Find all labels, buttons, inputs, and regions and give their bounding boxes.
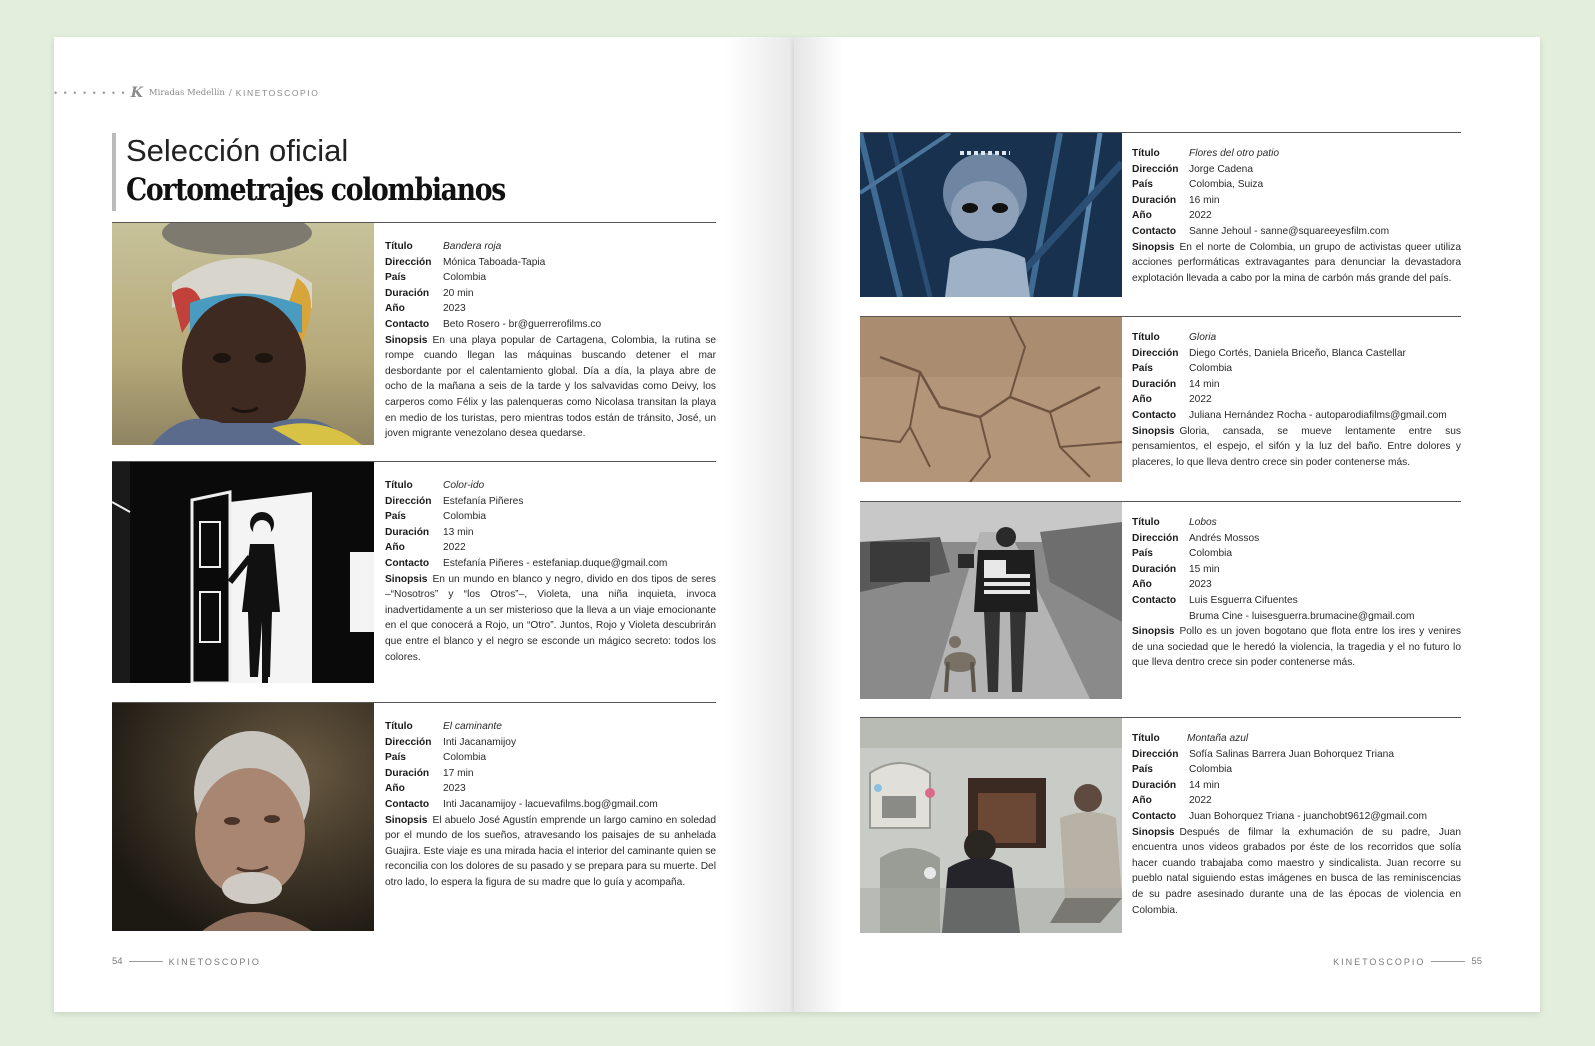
label-director: Dirección: [385, 256, 432, 268]
dotted-rule: • • • • • • • •: [54, 88, 127, 98]
film-still-montana-azul: [860, 718, 1122, 933]
label-contact: Contacto: [1132, 594, 1177, 606]
film-director: Mónica Taboada-Tapia: [443, 256, 546, 268]
film-duration: 17 min: [443, 767, 474, 779]
film-synopsis: El abuelo José Agustín emprende un largo camino en soledad por el mundo de los sueños, atravesando los paisajes de su anhelada Guajira. Este viaje es una mirada hacia el interior del caminante quien se reconcilia con los dolores de su pasado y se prepara para su muerte. Del otro lado, lo espera la figura de su madre que lo guía y acompaña.: [385, 814, 716, 888]
kinetoscopio-logo-icon: K: [130, 85, 143, 101]
label-country: País: [1132, 179, 1153, 191]
label-contact: Contacto: [385, 318, 430, 330]
footer-magazine: KINETOSCOPIO: [168, 956, 261, 967]
label-director: Dirección: [1132, 163, 1179, 175]
section-title: Selección oficial: [126, 133, 349, 168]
label-duration: Duración: [385, 287, 430, 299]
film-entry: [860, 501, 1461, 699]
section-subtitle: Cortometrajes colombianos: [126, 172, 505, 208]
film-still-gloria: [860, 317, 1122, 482]
film-country: Colombia: [443, 752, 487, 764]
running-header: [54, 85, 320, 101]
film-entry: [860, 717, 1461, 933]
film-contact: Inti Jacanamijoy - lacuevafilms.bog@gmail.com: [443, 798, 658, 810]
page-number: 55: [1471, 956, 1482, 967]
film-entry: [112, 461, 716, 683]
film-still-flores-del-otro-patio: [860, 133, 1122, 297]
film-duration: 13 min: [443, 526, 474, 538]
film-contact: Luis Esguerra Cifuentes: [1189, 594, 1298, 606]
label-year: Año: [385, 542, 405, 554]
footer-left: [112, 956, 261, 967]
label-director: Dirección: [385, 495, 432, 507]
film-year: 2022: [1189, 795, 1212, 807]
label-country: País: [1132, 764, 1153, 776]
label-year: Año: [385, 783, 405, 795]
film-title: Flores del otro patio: [1189, 148, 1280, 159]
label-country: País: [385, 752, 406, 764]
film-year: 2022: [1189, 210, 1212, 222]
film-year: 2023: [1189, 579, 1212, 591]
label-director: Dirección: [1132, 532, 1179, 544]
film-contact: Sanne Jehoul - sanne@squareeyesfilm.com: [1189, 225, 1390, 237]
label-synopsis: Sinopsis: [1132, 241, 1175, 253]
film-still-lobos: [860, 502, 1122, 699]
label-director: Dirección: [1132, 347, 1179, 359]
film-duration: 14 min: [1189, 378, 1220, 390]
label-contact: Contacto: [1132, 810, 1177, 822]
label-title: Título: [385, 721, 413, 732]
label-year: Año: [1132, 394, 1152, 406]
film-country: Colombia: [1189, 764, 1233, 776]
label-year: Año: [1132, 795, 1152, 807]
film-title: Lobos: [1189, 517, 1217, 528]
label-contact: Contacto: [385, 557, 430, 569]
film-duration: 14 min: [1189, 779, 1220, 791]
film-synopsis: Gloria, cansada, se mueve lentamente entre sus pensamientos, el espejo, el sifón y la luz del baño. Entre dolores y placeres, lo que lleva dentro crece sin poder contenerse más.: [1132, 425, 1461, 468]
film-synopsis: Pollo es un joven bogotano que flota entre los ires y venires de una sociedad que le heredó la violencia, la tragedia y el no futuro lo que lleva dentro crece sin poder contenerse más.: [1132, 626, 1461, 669]
film-director: Diego Cortés, Daniela Briceño, Blanca Castellar: [1189, 347, 1406, 359]
label-duration: Duración: [1132, 194, 1177, 206]
running-header-publication: Miradas Medellín: [148, 88, 225, 98]
label-synopsis: Sinopsis: [385, 814, 428, 826]
film-country: Colombia: [443, 511, 487, 523]
label-country: País: [385, 272, 406, 284]
film-duration: 20 min: [443, 287, 474, 299]
label-duration: Duración: [1132, 779, 1177, 791]
section-title-block: [112, 133, 567, 211]
film-year: 2023: [443, 783, 466, 795]
label-title: Título: [385, 480, 413, 491]
label-synopsis: Sinopsis: [385, 334, 428, 346]
film-year: 2022: [443, 542, 466, 554]
film-director: Inti Jacanamijoy: [443, 736, 517, 748]
film-entry: [860, 316, 1461, 482]
label-synopsis: Sinopsis: [1132, 826, 1175, 838]
film-country: Colombia: [1189, 548, 1233, 560]
label-title: Título: [1132, 517, 1160, 528]
label-title: Título: [1132, 733, 1160, 744]
film-title: Bandera roja: [443, 241, 502, 252]
page-number: 54: [112, 956, 123, 967]
label-year: Año: [1132, 210, 1152, 222]
label-synopsis: Sinopsis: [385, 573, 428, 585]
label-synopsis: Sinopsis: [1132, 626, 1175, 638]
film-contact: Estefanía Piñeres - estefaniap.duque@gmail.com: [443, 557, 668, 569]
film-title: Montaña azul: [1187, 733, 1249, 744]
label-duration: Duración: [1132, 563, 1177, 575]
film-contact: Juan Bohorquez Triana - juanchobt9612@gmail.com: [1189, 810, 1428, 822]
film-entry: [112, 222, 716, 445]
label-contact: Contacto: [385, 798, 430, 810]
label-duration: Duración: [385, 526, 430, 538]
film-entry: [112, 702, 716, 931]
film-entry: [860, 132, 1461, 297]
film-year: 2023: [443, 303, 466, 315]
film-country: Colombia: [443, 272, 487, 284]
footer-right: [1333, 956, 1482, 967]
label-contact: Contacto: [1132, 409, 1177, 421]
label-country: País: [385, 511, 406, 523]
film-title: Color-ido: [443, 480, 485, 491]
label-title: Título: [385, 241, 413, 252]
film-title: El caminante: [443, 721, 502, 732]
film-duration: 16 min: [1189, 194, 1220, 206]
label-year: Año: [1132, 579, 1152, 591]
film-synopsis: En un mundo en blanco y negro, divido en dos tipos de seres –“Nosotros” y “los Otros”–, Violeta, una niña inquieta, invoca inadvertidamente a un ser misterioso que la lleva a un viaje emocionante en el que conocerá a Rojo, un “Otro”. Juntos, Rojo y Violeta descubrirán que entre el blanco y el negro se esconde un mágico secreto: todos los colores.: [385, 573, 716, 663]
film-country: Colombia, Suiza: [1189, 179, 1264, 191]
label-title: Título: [1132, 332, 1160, 343]
film-director: Sofía Salinas Barrera Juan Bohorquez Triana: [1189, 748, 1395, 760]
film-duration: 15 min: [1189, 563, 1220, 575]
film-year: 2022: [1189, 394, 1212, 406]
label-year: Año: [385, 303, 405, 315]
film-title: Gloria: [1189, 332, 1217, 343]
film-director: Jorge Cadena: [1189, 163, 1254, 175]
film-director: Estefanía Piñeres: [443, 495, 524, 507]
film-contact-secondary: Bruma Cine - luisesguerra.brumacine@gmail.com: [1189, 610, 1415, 622]
film-synopsis: Después de filmar la exhumación de su padre, Juan encuentra unos videos grabados por éste de los recorridos que solía hacer cuando trabajaba como maestro y sindicalista. Juan recorre su pueblo natal siguiendo estas imágenes en busca de las reminiscencias de su padre asesinado durante una de las épocas de violencia en Colombia.: [1132, 826, 1461, 916]
film-director: Andrés Mossos: [1189, 532, 1260, 544]
label-director: Dirección: [1132, 748, 1179, 760]
film-country: Colombia: [1189, 363, 1233, 375]
film-contact: Juliana Hernández Rocha - autoparodiafilms@gmail.com: [1189, 409, 1447, 421]
label-country: País: [1132, 548, 1153, 560]
running-header-separator: /: [228, 88, 232, 98]
right-page: [794, 37, 1540, 1012]
left-page: [54, 37, 794, 1012]
label-contact: Contacto: [1132, 225, 1177, 237]
film-synopsis: En una playa popular de Cartagena, Colombia, la rutina se rompe cuando llegan las máquinas buscando detener el mar desbordante por el calentamiento global. Día a día, la playa abre de ocho de la mañana a seis de la tarde y los salvavidas como Deivy, los carperos como Félix y las palenqueras como Nicolasa transitan la playa en medio de los turistas, pero mientras todos están de tránsito, José, un joven migrante venezolano desea quedarse.: [385, 334, 716, 440]
film-contact: Beto Rosero - br@guerrerofilms.co: [443, 318, 602, 330]
label-duration: Duración: [1132, 378, 1177, 390]
film-still-bandera-roja: [112, 223, 374, 445]
film-still-color-ido: [112, 462, 374, 683]
running-header-magazine: KINETOSCOPIO: [235, 88, 320, 98]
label-title: Título: [1132, 148, 1160, 159]
label-synopsis: Sinopsis: [1132, 425, 1175, 437]
label-director: Dirección: [385, 736, 432, 748]
label-country: País: [1132, 363, 1153, 375]
footer-magazine: KINETOSCOPIO: [1333, 956, 1426, 967]
label-duration: Duración: [385, 767, 430, 779]
film-still-el-caminante: [112, 703, 374, 931]
film-synopsis: En el norte de Colombia, un grupo de activistas queer utiliza acciones performáticas extravagantes para denunciar la devastadora explotación llevada a cabo por la mina de carbón más grande del país.: [1132, 241, 1461, 284]
